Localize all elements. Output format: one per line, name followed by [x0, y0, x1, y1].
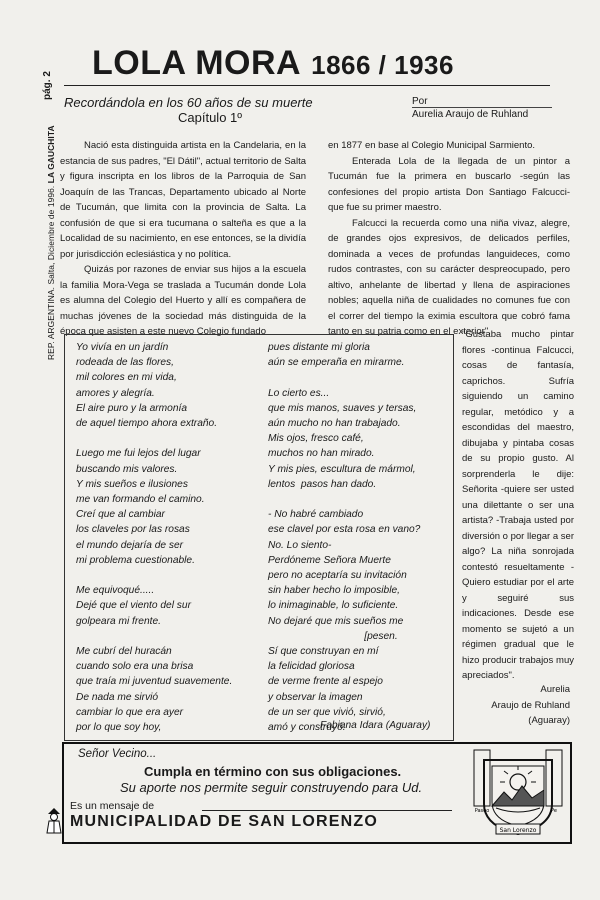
poem-line: Dejé que el viento del sur — [76, 600, 191, 612]
ad-headline: Cumpla en término con sus obligaciones. — [144, 764, 402, 779]
poem-line — [268, 370, 448, 385]
poem-line: Lo cierto es... — [268, 387, 330, 399]
title-name: LOLA MORA — [92, 44, 302, 82]
poem-line: de aquel tiempo ahora extraño. — [76, 418, 218, 430]
page-number-tab — [40, 56, 57, 102]
poem-line: De nada me sirvió — [76, 691, 159, 703]
poem-line: Luego me fui lejos del lugar — [76, 448, 201, 460]
poem-line: ese clavel por esta rosa en vano? — [268, 524, 421, 536]
crest-left-text: Paseo — [474, 808, 490, 814]
article-paragraph: Nació esta distinguida artista en la Candelaria, en la estancia de sus padres, "El Dátil", actual territorio de Salta y figura inscripta en los libros de la Parroquia de San Joaquín de las Trancas, Departamento ubicado al Norte de Tucumán, que limita con la provincia de Salta. La confusión de que si era tucumana o salteña es que a la Localidad de su nacimiento, en ese entonces, se la dividía por jurisdicción eclesiástica y no política. — [60, 140, 306, 260]
poem-line: por lo que soy hoy, — [76, 722, 162, 734]
quote-author-line: (Aguaray) — [528, 715, 570, 726]
poem-line: Sí que construyan en mí — [268, 646, 379, 658]
poem-line: Y mis pies, escultura de mármol, — [268, 463, 416, 475]
poem-line: los claveles por las rosas — [76, 524, 190, 536]
poem-line: cambiar lo que era ayer — [76, 706, 184, 718]
poem-line: de verme frente al espejo — [268, 676, 383, 688]
crest-banner-text: San Lorenzo — [499, 827, 537, 834]
caption-publication-name: LA GAUCHITA — [46, 125, 56, 184]
poem-line: lo inimaginable, lo suficiente. — [268, 600, 399, 612]
article-paragraph: Quizás por razones de enviar sus hijos a la escuela la familia Mora-Vega se traslada a Tucumán donde Lola es alumna del Colegio del Huerto y allí es compañera de muchas jóvenes de la sociedad más distinguida de la época que asisten a este nuevo Colegio fundado — [60, 264, 306, 337]
article-paragraph: Enterada Lola de la llegada de un pintor a Tucumán fue la primera en buscarlo -según las confesiones del propio artista Don Santiago Falcucci- que fue su primer maestro. — [328, 155, 570, 213]
byline-author: Aurelia Araujo de Ruhland — [412, 109, 529, 120]
poem-line: Yo vivía en un jardín — [76, 342, 169, 353]
poem-line: me van formando el camino. — [76, 494, 205, 506]
poem-line: Perdóneme Señora Muerte — [268, 554, 391, 566]
poem-line: lentos pasos han dado. — [268, 478, 377, 490]
poem-column-right — [268, 340, 448, 735]
poem-line: que mis manos, suaves y tersas, — [268, 402, 417, 414]
ad-divider — [202, 810, 452, 811]
poem-line — [76, 431, 266, 446]
poem-line: mi problema cuestionable. — [76, 554, 195, 566]
poem-line: [pesen. — [268, 630, 398, 642]
ad-municipality-name: MUNICIPALIDAD DE SAN LORENZO — [70, 813, 378, 830]
poem-line: y observar la imagen — [268, 691, 363, 703]
poem-line: aún mucho no han trabajado. — [268, 418, 401, 430]
poem-line: Me cubrí del huracán — [76, 646, 172, 658]
chapter-label: Capítulo 1º — [178, 110, 243, 125]
title-divider — [64, 85, 550, 86]
quote-author-line: Araujo de Ruhland — [491, 699, 570, 711]
ad-subline: Su aporte nos permite seguir construyendo para Ud. — [120, 780, 423, 795]
byline-divider — [412, 107, 552, 108]
page-title — [92, 44, 454, 83]
article-column-left — [60, 138, 306, 340]
poem-line: de un ser que vivió, sirvió, — [268, 706, 386, 718]
poem-line: Me equivoqué..... — [76, 585, 155, 597]
poem-line: mil colores en mi vida, — [76, 372, 177, 384]
poem-line: rodeada de las flores, — [76, 357, 174, 369]
poem-line: golpeara mi frente. — [76, 615, 161, 627]
poem-line: amores y alegría. — [76, 387, 155, 399]
poem-line: sin haber hecho lo imposible, — [268, 585, 400, 597]
poem-line: pero no aceptaría su invitación — [268, 570, 407, 582]
poem-line: Mis ojos, fresco café, — [268, 433, 364, 445]
article-paragraph: Falcucci la recuerda como una niña vivaz, alegre, de grandes ojos expresivos, de delicados perfiles, dominada a veces de profundas languideces, como rudos contrastes, con su carácter despreocupado, pero altivo, anhelante de libertad y llena de aspiraciones nobles; aquella niña de cualidades no comunes fue con el correr del tiempo la eximia escultora que cobró fama tanto en su patria como en el exterior". — [328, 217, 570, 337]
poem-line — [76, 629, 266, 644]
caption-location-date: REP. ARGENTINA. Salta, Diciembre de 1996. — [46, 183, 56, 360]
poem-line: pues distante mi gloria — [268, 342, 370, 353]
poem-line: buscando mis valores. — [76, 463, 178, 475]
title-years: 1866 / 1936 — [311, 50, 454, 80]
side-quote-author — [470, 682, 570, 729]
ad-greeting: Señor Vecino... — [78, 748, 157, 760]
article-column-right — [328, 138, 570, 340]
crest-right-text: Pe — [551, 808, 557, 814]
poem-line: el mundo dejaría de ser — [76, 539, 184, 551]
poem-line — [76, 568, 266, 583]
gauchita-mascot-icon — [44, 806, 64, 836]
poem-line: No dejaré que mis sueños me — [268, 615, 404, 627]
poem-line: El aire puro y la armonía — [76, 402, 187, 414]
poem-signature: Fabiana Idara (Aguaray) — [320, 720, 431, 731]
poem-line: Creí que al cambiar — [76, 509, 165, 521]
poem-line: la felicidad gloriosa — [268, 661, 355, 673]
poem-line: que traía mi juventud suavemente. — [76, 676, 233, 688]
article-paragraph-continuation: en 1877 en base al Colegio Municipal Sarmiento. — [328, 140, 536, 151]
poem-column-left — [76, 340, 266, 735]
side-quote: "Gustaba mucho pintar flores -continua Falcucci, cosas de fantasía, caprichos. Sufría siguiendo un camino regular, metódico y a escondidas del maestro, dibujaba y pintaba cosas de su propio gusto. Al sorprenderla le dije: Señorita -quiere ser usted una dilettante o ser una artista? -Trabaja usted por diversión o por llegar a ser algo? La niña sonrojada contestó resueltamente -Quiero estudiar por el arte y seguiré sus indicaciones. Desde ese momento se sujetó a un régimen gradual que le hizo producir trabajos muy apreciados". — [462, 329, 574, 681]
poem-line: No. Lo siento- — [268, 539, 332, 551]
byline-label: Por — [412, 96, 428, 107]
ad-message-label: Es un mensaje de — [70, 800, 155, 812]
poem-line — [268, 492, 448, 507]
quote-author-line: Aurelia — [540, 684, 570, 695]
poem-line: cuando solo era una brisa — [76, 661, 194, 673]
poem-line: - No habré cambiado — [268, 509, 364, 521]
article-subtitle: Recordándola en los 60 años de su muerte — [64, 95, 313, 110]
poem-line: aún se emperaña en mirarme. — [268, 357, 405, 369]
municipal-crest-icon — [470, 746, 566, 838]
page-number: pág. 2 — [42, 71, 53, 100]
poem-line: muchos no han mirado. — [268, 448, 375, 460]
poem-line: amó y construyó. — [268, 722, 346, 734]
poem-line: Y mis sueños e ilusiones — [76, 478, 188, 490]
